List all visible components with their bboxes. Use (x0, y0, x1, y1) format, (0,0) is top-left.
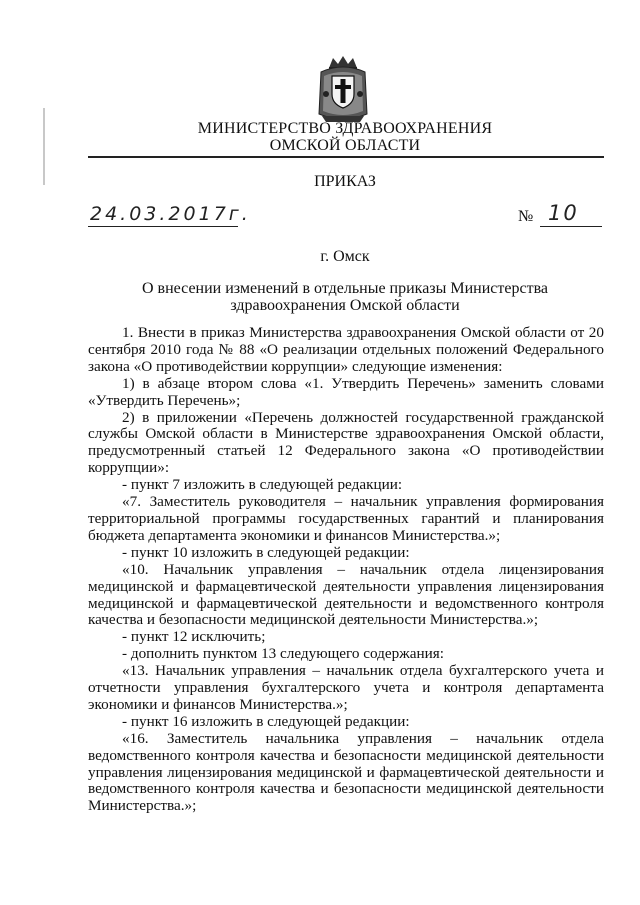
handwritten-date: 24.03.2017г. (90, 203, 251, 225)
paragraph-item-16-intro: - пункт 16 изложить в следующей редакции: (122, 712, 410, 730)
omsk-coat-of-arms-icon (316, 54, 370, 124)
number-field (540, 201, 602, 227)
ministry-name-line2: ОМСКОЙ ОБЛАСТИ (269, 137, 421, 154)
paragraph-item-16-text: «16. Заместитель начальника управления – начальник отдела ведомственного контроля качества и безопасности медицинской деятельности управления лицензирования медицинской и фармацевтической деятельности и ведомственного контроля качества и безопасности медицинской деятельности Министерства.»; (88, 729, 604, 815)
header-divider (88, 156, 604, 158)
paragraph-item-10-intro: - пункт 10 изложить в следующей редакции: (122, 543, 410, 561)
order-subject-line2: здравоохранения Омской области (230, 297, 460, 314)
ministry-name-line1: МИНИСТЕРСТВО ЗДРАВООХРАНЕНИЯ (197, 120, 493, 137)
paragraph-item-12: - пункт 12 исключить; (122, 628, 266, 646)
scan-edge-mark (43, 108, 45, 185)
paragraph-clause-1: 1. Внести в приказ Министерства здравоохранения Омской области от 20 сентября 2010 года № 88 «О реализации отдельных положений Федерального закона «О противодействии коррупции» следующие изменения: (88, 324, 604, 375)
order-body (88, 325, 604, 815)
paragraph-item-7-intro: - пункт 7 изложить в следующей редакции: (122, 476, 403, 494)
paragraph-item-7-text: «7. Заместитель руководителя – начальник управления формирования территориальной программы государственных гарантий и планирования бюджета департамента экономики и финансов Министерства.»; (88, 493, 604, 544)
paragraph-item-13-text: «13. Начальник управления – начальник отдела бухгалтерского учета и отчетности управления бухгалтерского учета и контроля департамента экономики и финансов Министерства.»; (88, 662, 604, 713)
paragraph-subclause-2: 2) в приложении «Перечень должностей государственной гражданской службы Омской области в Министерстве здравоохранения Омской области, предусмотренный статьей 12 Федерального закона «О противодействии коррупции»: (88, 408, 604, 477)
paragraph-item-13-intro: - дополнить пунктом 13 следующего содержания: (122, 645, 444, 663)
handwritten-number: 10 (548, 201, 579, 225)
date-field (88, 203, 251, 227)
order-title: ПРИКАЗ (314, 173, 376, 190)
paragraph-subclause-1: 1) в абзаце втором слова «1. Утвердить Перечень» заменить словами «Утвердить Перечень»; (88, 374, 604, 409)
order-subject-line1: О внесении изменений в отдельные приказы Министерства (141, 280, 549, 297)
paragraph-item-10-text: «10. Начальник управления – начальник отдела лицензирования медицинской и фармацевтической деятельности управления лицензирования медицинской и фармацевтической деятельности и ведомственного контроля качества и безопасности медицинской деятельности Министерства.»; (88, 560, 604, 629)
number-label: № (518, 208, 534, 225)
city-name: г. Омск (320, 248, 370, 265)
